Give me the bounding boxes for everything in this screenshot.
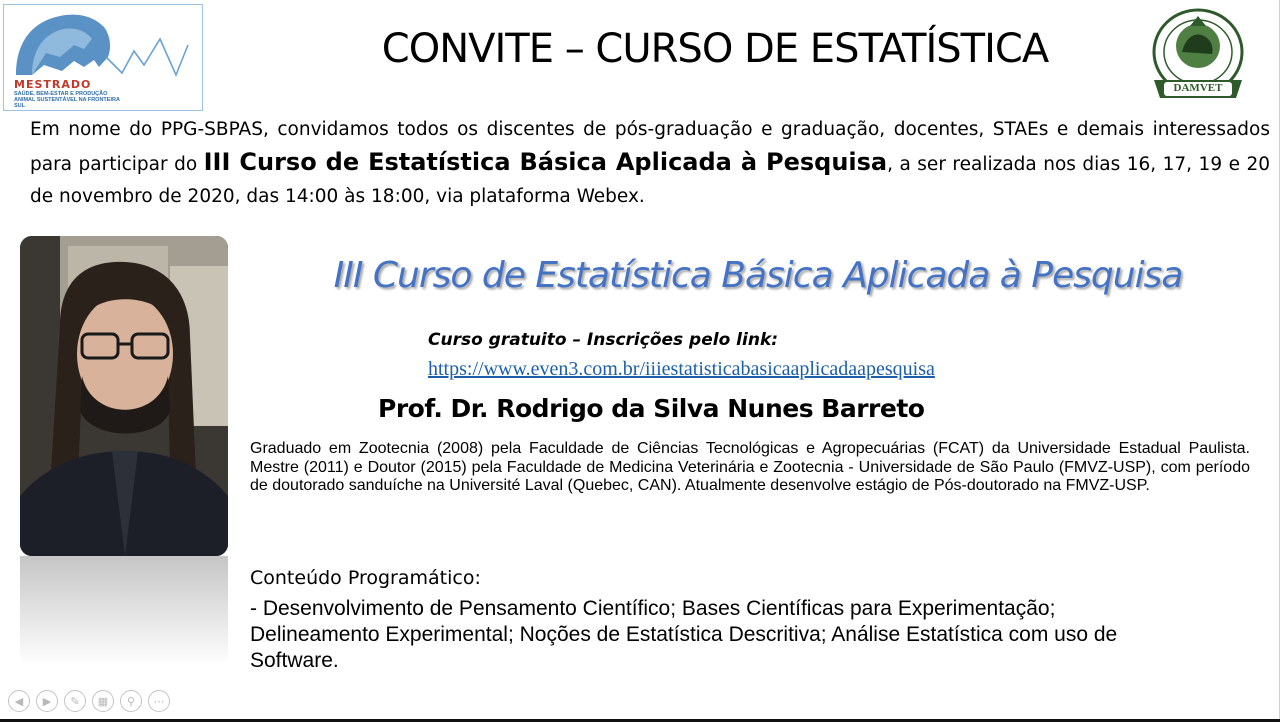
next-icon: ▶ [42, 695, 52, 708]
speaker-bio: Graduado em Zootecnia (2008) pela Faculdade de Ciências Tecnológicas e Agropecuárias (FCAT) da Universidade Estadual Paulista. Mestre (2011) e Doutor (2015) pela Faculdade de Medicina Veterinária e Zootecnia - Universidade de São Paulo (FMVZ-USP), com período de doutorado sanduíche na Université Laval (Quebec, CAN). Atualmente desenvolve estágio de Pós-doutorado na FMVZ-USP. [250, 440, 1250, 494]
previous-icon: ◀ [14, 695, 24, 708]
intro-text-before: Em nome do PPG-SBPAS, convidamos todos os discentes de pós-graduação e graduação, docentes, STAEs e demais interessados para participar do [30, 119, 1270, 175]
intro-course-name: III Curso de Estatística Básica Aplicada à Pesquisa [203, 148, 888, 176]
slideshow-controls [8, 690, 170, 714]
registration-link[interactable]: https://www.even3.com.br/iiiestatisticabasicaaplicadaapesquisa [428, 358, 935, 380]
slides-icon: ▦ [97, 695, 109, 708]
pen-tool-button[interactable] [64, 690, 86, 712]
previous-slide-button[interactable] [8, 690, 30, 712]
next-slide-button[interactable] [36, 690, 58, 712]
speaker-photo [20, 236, 228, 556]
intro-text-after: , a ser realizada nos dias 16, 17, 19 e 20 de novembro de 2020, das 14:00 às 18:00, via plataforma Webex. [30, 154, 1270, 207]
see-all-slides-button[interactable] [92, 690, 114, 712]
more-icon: ⋯ [153, 695, 165, 708]
speaker-name: Prof. Dr. Rodrigo da Silva Nunes Barreto [378, 394, 925, 423]
mestrado-logo [3, 4, 203, 111]
zoom-button[interactable] [120, 690, 142, 712]
pen-icon: ✎ [70, 695, 80, 708]
speaker-photo-illustration [20, 236, 228, 556]
intro-paragraph [30, 114, 1270, 213]
content-body: - Desenvolvimento de Pensamento Científico; Bases Científicas para Experimentação; Delineamento Experimental; Noções de Estatística Descritiva; Análise Estatística com uso de Software. [250, 597, 1118, 672]
course-title: III Curso de Estatística Básica Aplicada à Pesquisa [333, 255, 1183, 296]
free-course-label: Curso gratuito – Inscrições pelo link: [428, 330, 779, 350]
page-title: CONVITE – CURSO DE ESTATÍSTICA [381, 26, 1049, 72]
more-options-button[interactable] [148, 690, 170, 712]
zoom-icon: ⚲ [126, 695, 136, 708]
speaker-photo-reflection [20, 556, 228, 666]
mestrado-logo-word: MESTRADO [14, 78, 92, 91]
content-heading: Conteúdo Programático: [250, 567, 481, 589]
damvet-seal-label: DAMVET [1173, 82, 1223, 94]
mestrado-logo-subtitle: SAÚDE, BEM-ESTAR E PRODUÇÃO ANIMAL SUSTENTÁVEL NA FRONTEIRA SUL [14, 91, 120, 109]
